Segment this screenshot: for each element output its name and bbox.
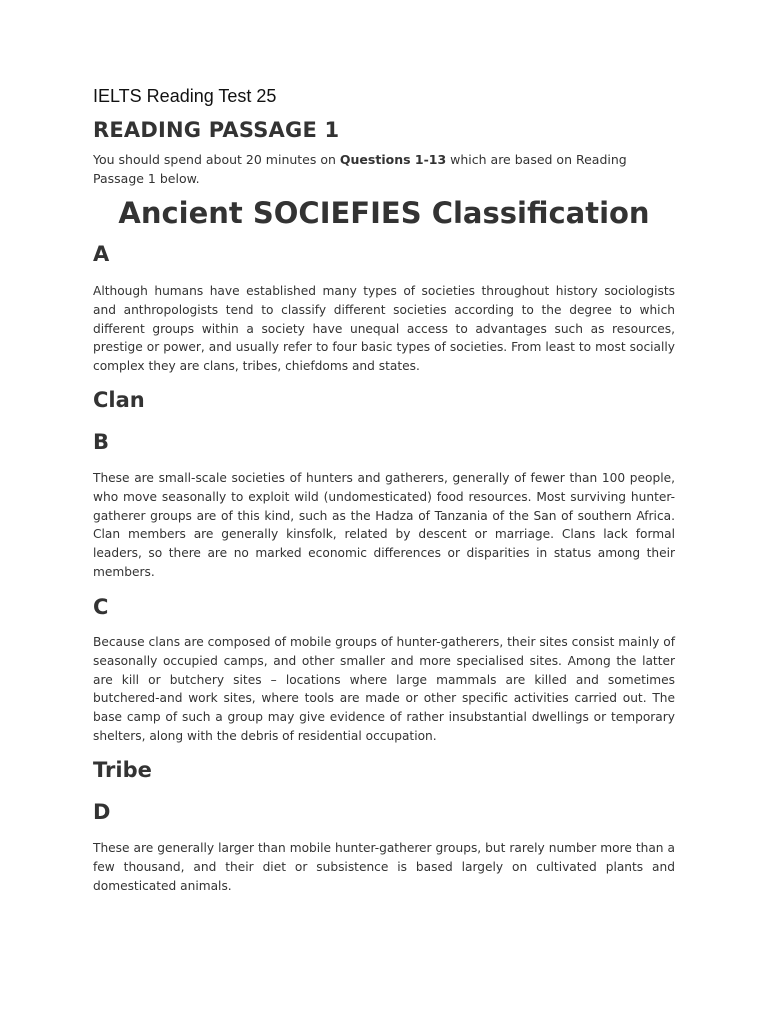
paragraph-d: These are generally larger than mobile hunter-gatherer groups, but rarely number more than a few thousand, and their diet or subsistence is based largely on cultivated plants and domesticated animals. [93, 841, 675, 893]
instructions-questions: Questions 1-13 [339, 152, 447, 167]
section-heading-c: C [93, 595, 109, 619]
paragraph-c: Because clans are composed of mobile groups of hunter-gatherers, their sites consist mainly of seasonally occupied camps, and other smaller and more specialised sites. Among the latter are kill or butchery sites – locations where large mammals are killed and sometimes butchered-and work sites, where tools are made or other specific activities carried out. The base camp of such a group may give evidence of rather insubstantial dwellings or temporary shelters, along with the debris of residential occupation. [93, 635, 675, 743]
section-heading-d: D [93, 800, 111, 824]
paragraph-a: Although humans have established many types of societies throughout history sociologists and anthropologists tend to classify different societies according to the degree to which different groups within a society have unequal access to advantages such as resources, prestige or power, and usually refer to four basic types of societies. From least to most socially complex they are clans, tribes, chiefdoms and states. [93, 284, 675, 374]
instructions [93, 150, 675, 188]
section-heading-a: A [93, 242, 110, 266]
passage-main-title: Ancient SOCIEFIES Classification [118, 196, 650, 230]
paragraph-b: These are small-scale societies of hunters and gatherers, generally of fewer than 100 people, who move seasonally to exploit wild (undomesticated) food resources. Most surviving hunter-gatherer groups are of this kind, such as the Hadza of Tanzania of the San of southern Africa. Clan members are generally kinsfolk, related by descent or marriage. Clans lack formal leaders, so there are no marked economic differences or disparities in status among their members. [93, 471, 675, 579]
instructions-text-after: which are based on Reading Passage 1 below. [93, 152, 627, 186]
passage-title: READING PASSAGE 1 [93, 118, 340, 142]
test-title: IELTS Reading Test 25 [93, 86, 277, 106]
section-heading-clan: Clan [93, 388, 145, 412]
section-heading-b: B [93, 430, 110, 454]
section-heading-tribe: Tribe [93, 758, 152, 782]
instructions-text-before: You should spend about 20 minutes on [93, 152, 340, 167]
